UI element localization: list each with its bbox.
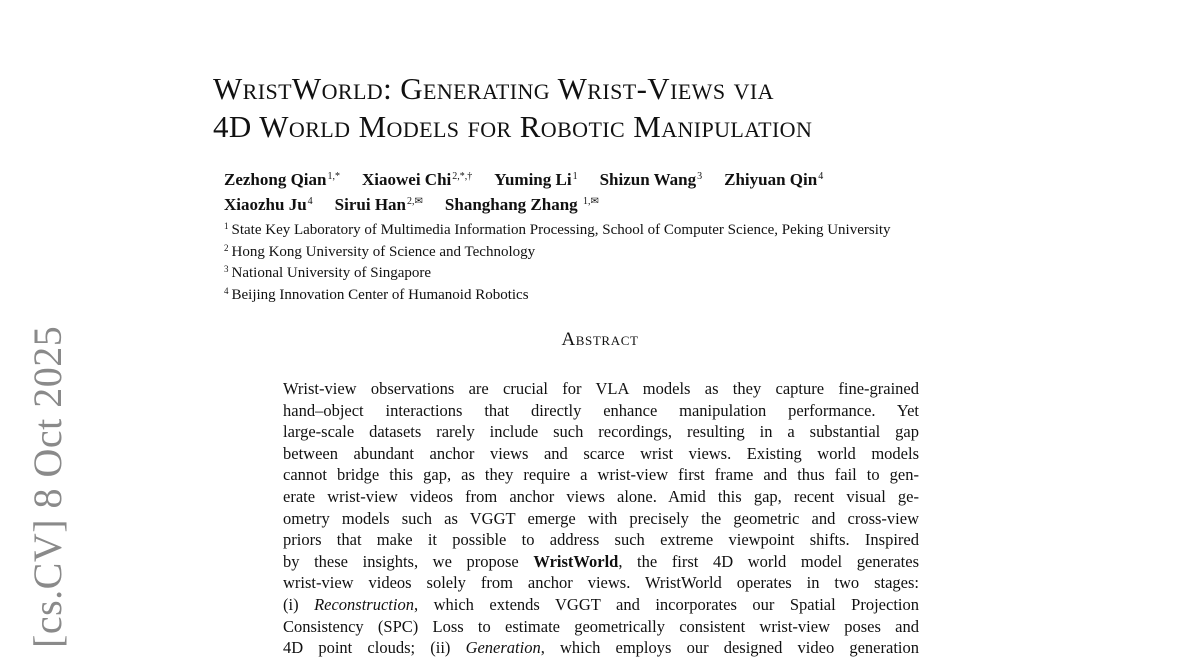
abstract-line [283, 378, 919, 400]
author [224, 170, 340, 189]
author-name: Xiaozhu Ju [224, 195, 307, 214]
affiliation [224, 243, 891, 265]
affiliation [224, 221, 891, 243]
abstract-line [283, 421, 919, 443]
abstract-text: , which employs our designed video generation [540, 638, 919, 658]
author-name: Xiaowei Chi [362, 170, 452, 189]
abstract-text: large-scale datasets rarely include such recordings, resulting in a substantial gap [283, 422, 919, 442]
abstract-text: between abundant anchor views and scarce wrist views. Existing world models [283, 443, 919, 463]
author-row-2 [224, 195, 845, 220]
arxiv-side-stamp: [cs.CV] 8 Oct 2025 [25, 325, 70, 648]
affiliation-text: State Key Laboratory of Multimedia Information Processing, School of Computer Science, Peking University [231, 222, 891, 238]
abstract-body [283, 378, 919, 659]
author-affiliation-marker: 1 [572, 171, 578, 182]
author-name: Shanghang Zhang [444, 195, 582, 214]
affiliation-number: 3 [224, 264, 229, 274]
abstract-text: cannot bridge this gap, as they require a wrist-view first frame and thus fail to gen- [283, 465, 919, 485]
author-affiliation-marker: 3 [697, 171, 703, 182]
affiliation-number: 2 [224, 242, 229, 253]
author [494, 170, 577, 189]
abstract-text: by these insights, we propose [283, 551, 534, 571]
affiliation-list [224, 221, 891, 307]
author [362, 170, 472, 189]
abstract-bold-term: WristWorld [533, 551, 619, 571]
author-affiliation-marker: 2,*,† [452, 171, 473, 182]
abstract-line [283, 400, 919, 422]
author-name: Shizun Wang [599, 170, 697, 189]
abstract-line [283, 529, 919, 551]
author-list [224, 170, 845, 220]
author [335, 195, 423, 214]
abstract-text: , which extends VGGT and incorporates our Spatial Projection [413, 594, 919, 614]
paper-title-line-1: WristWorld: Generating Wrist-Views via [213, 71, 774, 106]
abstract-text: hand–object interactions that directly enhance manipulation performance. Yet [283, 400, 919, 420]
abstract-italic-term: Reconstruction [314, 594, 414, 614]
affiliation-number: 4 [224, 285, 229, 296]
abstract-text: priors that make it possible to address such extreme viewpoint shifts. Inspired [283, 530, 919, 550]
abstract-line [283, 551, 919, 573]
author [724, 170, 823, 189]
paper-title [213, 70, 1113, 146]
abstract-text: Consistency (SPC) Loss to estimate geometrically consistent wrist-view poses and [283, 616, 919, 636]
abstract-line [283, 594, 919, 616]
author-affiliation-marker: 1,* [327, 171, 340, 182]
author [445, 195, 599, 214]
abstract-text: (i) [283, 594, 315, 614]
abstract-line [283, 443, 919, 465]
author-affiliation-marker: 2,✉ [407, 196, 423, 207]
author [224, 195, 313, 214]
abstract-line [283, 508, 919, 530]
author-affiliation-marker: 1,✉ [582, 196, 599, 207]
author-name: Zhiyuan Qin [724, 170, 818, 189]
abstract-text: Wrist-view observations are crucial for VLA models as they capture fine-grained [283, 379, 919, 398]
affiliation [224, 286, 891, 308]
abstract-line [283, 464, 919, 486]
abstract-text: wrist-view videos solely from anchor views. WristWorld operates in two stages: [283, 573, 919, 593]
author [600, 170, 703, 189]
author-row-1 [224, 170, 845, 195]
affiliation-text: Hong Kong University of Science and Technology [231, 243, 536, 260]
author-name: Sirui Han [334, 195, 407, 214]
author-name: Yuming Li [494, 170, 572, 189]
abstract-text: ometry models such as VGGT emerge with precisely the geometric and cross-view [283, 508, 919, 528]
abstract-italic-term: Generation [465, 638, 541, 658]
affiliation-number: 1 [224, 221, 229, 231]
affiliation [224, 264, 891, 286]
author-affiliation-marker: 4 [818, 171, 824, 182]
author-name: Zezhong Qian [224, 170, 327, 189]
abstract-line [283, 572, 919, 594]
abstract-text: 4D point clouds; (ii) [283, 638, 466, 658]
abstract-line [283, 486, 919, 508]
paper-title-line-2: 4D World Models for Robotic Manipulation [213, 109, 813, 144]
abstract-text: erate wrist-view videos from anchor views alone. Amid this gap, recent visual ge- [283, 486, 919, 506]
abstract-text: , the first 4D world model generates [618, 551, 919, 571]
abstract-heading: Abstract [561, 329, 639, 350]
affiliation-text: Beijing Innovation Center of Humanoid Robotics [231, 286, 529, 303]
affiliation-text: National University of Singapore [231, 265, 432, 281]
abstract-line [283, 616, 919, 638]
author-affiliation-marker: 4 [307, 196, 313, 207]
